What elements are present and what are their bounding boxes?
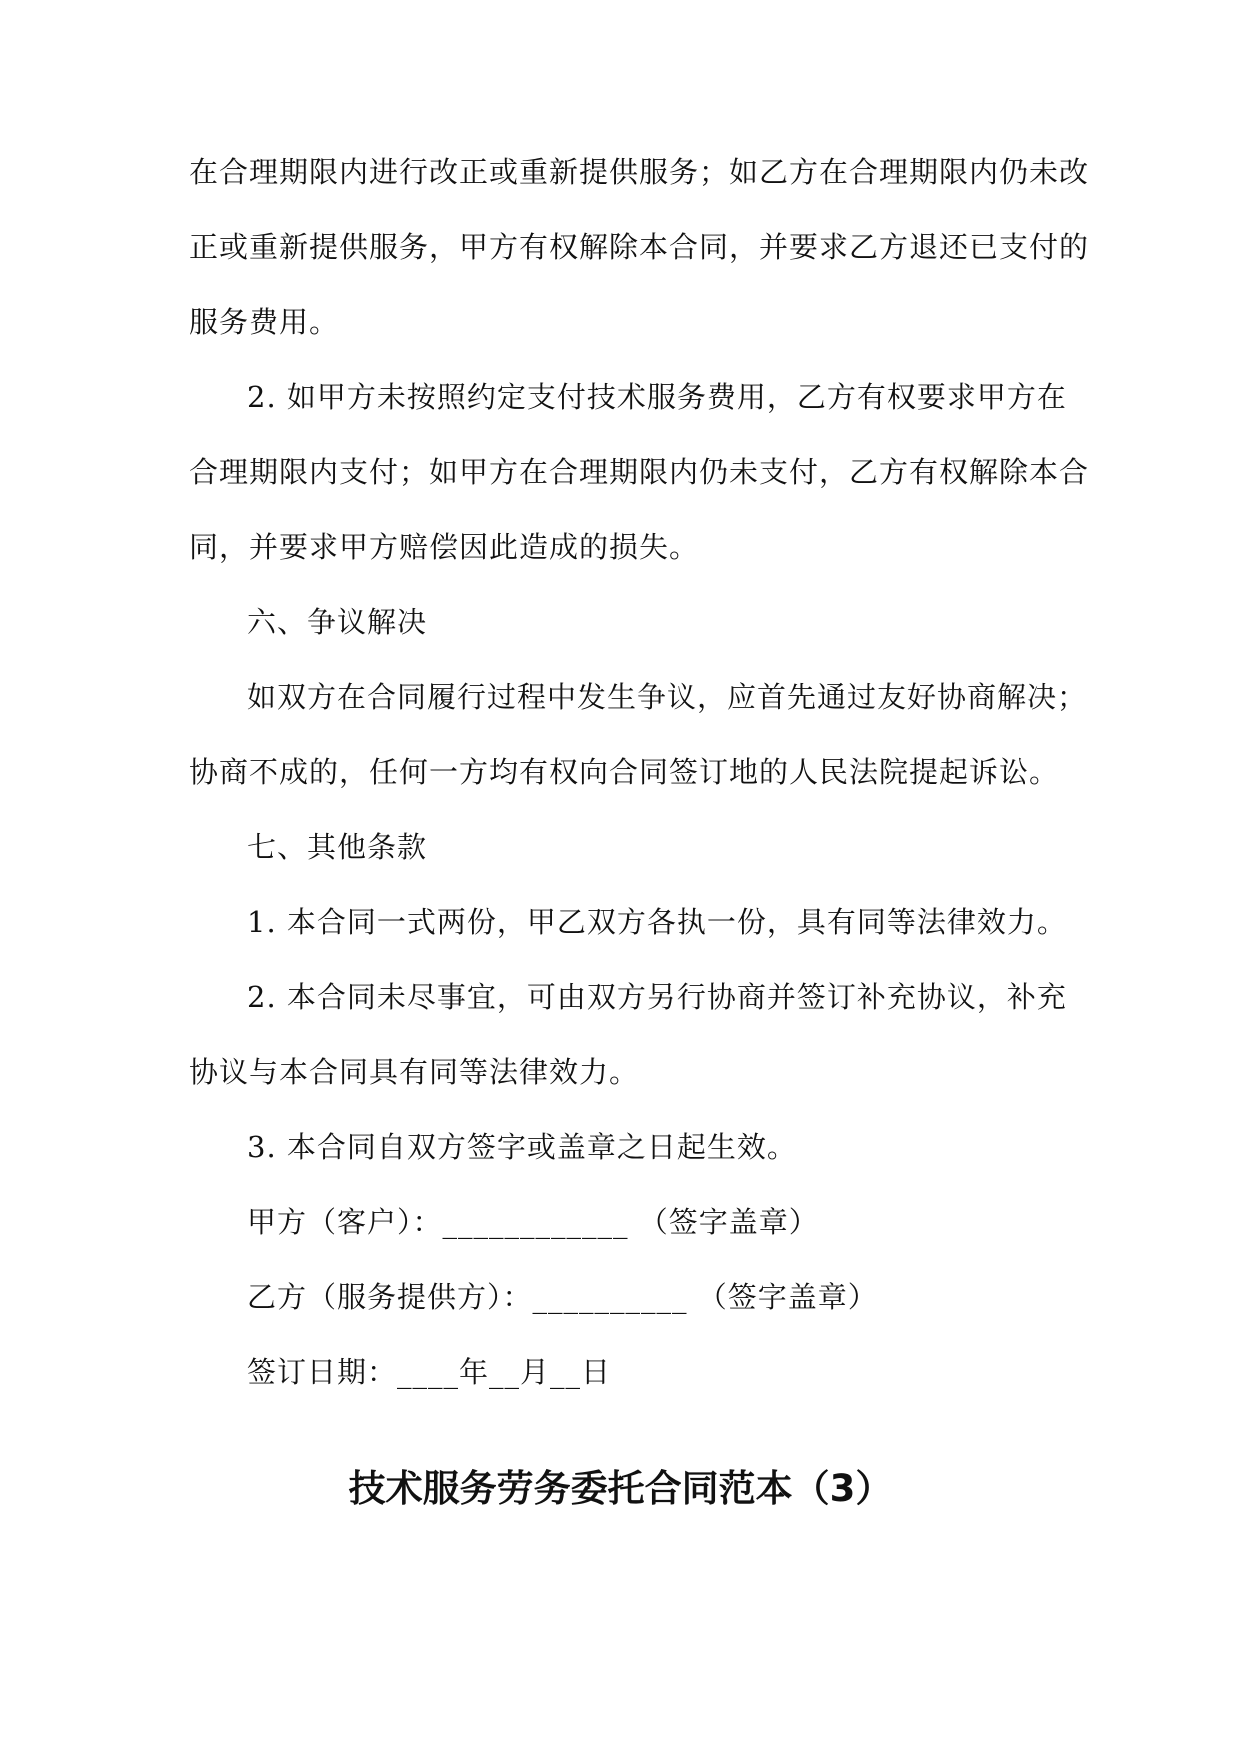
signature-line-party-b: 乙方（服务提供方）：__________ （签字盖章） [247, 1280, 878, 1314]
paragraph-line: 合理期限内支付；如甲方在合理期限内仍未支付，乙方有权解除本合 [189, 455, 1090, 489]
paragraph-line: 3. 本合同自双方签字或盖章之日起生效。 [247, 1130, 797, 1164]
paragraph-line: 1. 本合同一式两份，甲乙双方各执一份，具有同等法律效力。 [247, 905, 1067, 939]
paragraph-line: 协商不成的，任何一方均有权向合同签订地的人民法院提起诉讼。 [189, 755, 1060, 789]
paragraph-line: 服务费用。 [189, 305, 340, 339]
paragraph-line: 在合理期限内进行改正或重新提供服务；如乙方在合理期限内仍未改 [189, 155, 1090, 189]
paragraph-line: 2. 本合同未尽事宜，可由双方另行协商并签订补充协议，补充 [247, 980, 1067, 1014]
section-heading: 七、其他条款 [247, 830, 428, 864]
paragraph-line: 协议与本合同具有同等法律效力。 [189, 1055, 640, 1089]
signing-date-line: 签订日期：____年__月__日 [247, 1355, 612, 1389]
paragraph-line: 同，并要求甲方赔偿因此造成的损失。 [189, 530, 700, 564]
paragraph-line: 正或重新提供服务，甲方有权解除本合同，并要求乙方退还已支付的 [189, 230, 1090, 264]
paragraph-line: 2. 如甲方未按照约定支付技术服务费用，乙方有权要求甲方在 [247, 380, 1067, 414]
paragraph-line: 如双方在合同履行过程中发生争议，应首先通过友好协商解决； [247, 680, 1088, 714]
section-heading: 六、争议解决 [247, 605, 428, 639]
signature-line-party-a: 甲方（客户）：____________ （签字盖章） [247, 1205, 819, 1239]
document-title: 技术服务劳务委托合同范本（3） [348, 1467, 893, 1510]
